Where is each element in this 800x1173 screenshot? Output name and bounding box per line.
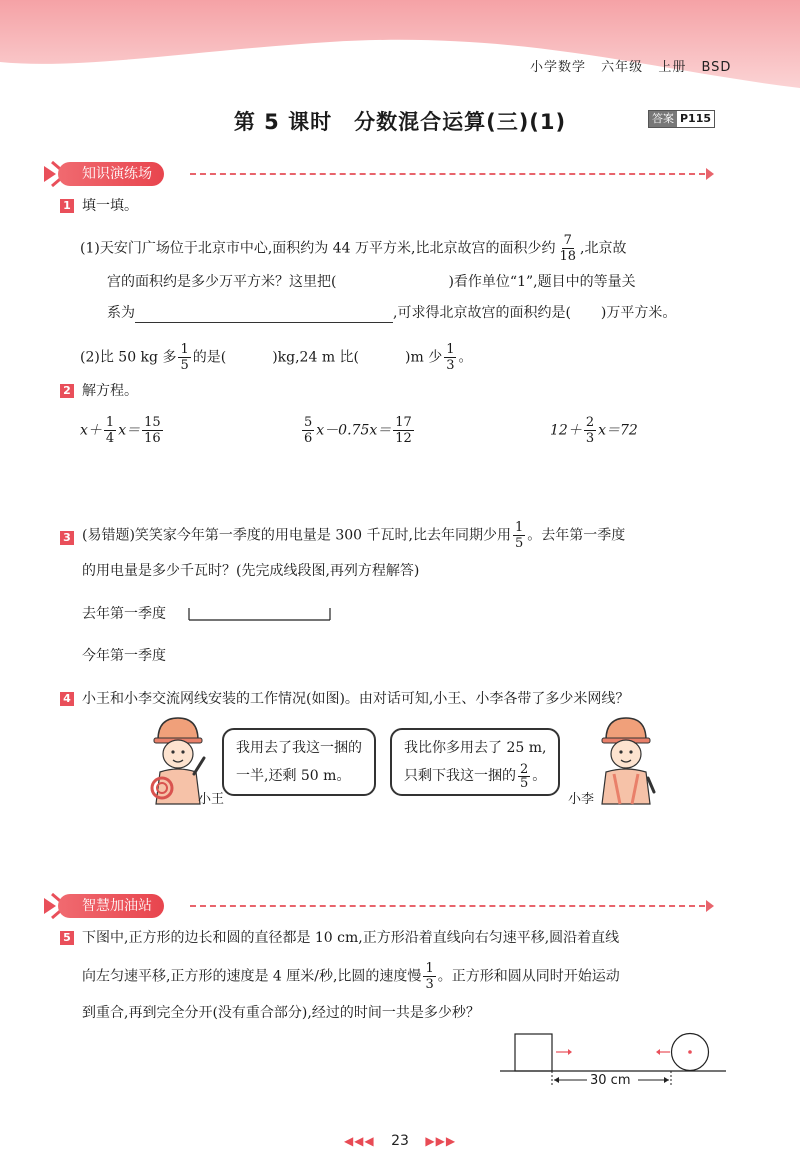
q1-p1-text-e: 系为 [107,305,135,321]
numerator: 1 [425,961,434,976]
q1-part1-line1 [80,233,626,264]
question-number-1: 1 [60,199,74,213]
book-meta [520,56,731,75]
denominator: 4 [105,431,115,446]
prev-page-arrows-icon[interactable]: ◀◀◀ [343,1134,375,1148]
q1-p2-text-a: (2)比 50 kg 多 [80,349,177,366]
numerator: 1 [105,415,115,430]
xiaowang-name: 小王 [198,792,225,807]
page-footer [0,1133,800,1149]
denominator: 5 [515,536,524,551]
edition-label: BSD [701,60,732,75]
q1-p2-text-d: )m 少 [405,349,443,366]
fraction [302,415,314,446]
q5-line2 [82,961,620,992]
fraction [142,415,163,446]
xiaoli-speech-line1: 我比你多用去了 25 m, [404,740,547,756]
section-challenge [40,894,720,918]
q3-text-a: (易错题)笑笑家今年第一季度的用电量是 300 千瓦时,比去年同期少用 [82,527,511,544]
square-shape [515,1034,552,1071]
q4-text: 小王和小李交流网线安装的工作情况(如图)。由对话可知,小王、小李各带了多少米网线？ [82,691,630,707]
q5-line1: 下图中,正方形的边长和圆的直径都是 10 cm,正方形沿着直线向右匀速平移,圆沿着直线 [82,930,620,946]
numerator: 15 [144,415,161,430]
equation-2 [300,415,416,446]
eq1-text-b: x＝ [118,422,141,439]
answer-page: P115 [680,112,712,125]
denominator: 16 [144,431,161,446]
this-year-label: 今年第一季度 [82,648,166,664]
denominator: 6 [304,431,313,446]
fraction [557,233,578,264]
equation-1 [80,415,165,446]
segment-diagram-last-year[interactable] [188,606,332,622]
page-number: 23 [391,1133,409,1149]
subject-label: 小学数学 [530,60,587,75]
q1-p2-text-c: )kg,24 m 比( [272,349,360,366]
section-challenge-title: 智慧加油站 [58,894,164,918]
last-year-label: 去年第一季度 [82,606,166,622]
denominator: 3 [585,431,595,446]
xiaoli-speech-line2 [404,762,546,790]
xiaoli-name: 小李 [568,792,595,807]
q1-part1-line2 [107,272,636,292]
q1-p1-text-a: (1)天安门广场位于北京市中心,面积约为 44 万平方米,比北京故宫的面积少约 [80,240,556,257]
eq3-text-b: x＝72 [598,422,638,439]
q1-p2-text-b: 的是( [192,349,227,366]
denominator: 18 [559,249,576,264]
q1-part2 [80,342,472,373]
q1-p2-text-e: 。 [458,349,473,366]
eq2-text-a: x－0.75x＝ [316,422,392,439]
xiaoli-speech-end: 。 [532,768,547,784]
numerator: 2 [585,415,595,430]
xiaoli-speech-text: 只剩下我这一捆的 [404,768,516,784]
fraction [444,342,456,373]
fraction [513,520,525,551]
answer-label: 答案 [649,111,677,127]
denominator: 5 [520,775,529,791]
q1-p1-text-f: ,可求得北京故宫的面积约是( [393,305,571,321]
denominator: 5 [180,358,189,373]
q5-text-a: 向左匀速平移,正方形的速度是 4 厘米/秒,比圆的速度慢 [82,968,422,985]
distance-label: 30 cm [590,1073,631,1088]
numerator: 5 [304,415,313,430]
numerator: 7 [563,233,572,248]
next-page-arrows-icon[interactable]: ▶▶▶ [425,1134,457,1148]
q1-p1-text-g: )万平方米。 [600,305,677,321]
xiaowang-speech-bubble [222,728,376,796]
section-divider [190,905,705,907]
xiaowang-speech-line2: 一半,还剩 50 m。 [236,768,351,784]
numerator: 1 [180,342,189,357]
q5-text-b: 。正方形和圆从同时开始运动 [437,968,620,985]
q3-line2: 的用电量是多少千瓦时？(先完成线段图,再列方程解答) [82,563,420,579]
question-number-4: 4 [60,692,74,706]
volume-label: 上册 [658,60,687,75]
fraction [584,415,596,446]
q3-text-b: 。去年第一季度 [527,527,626,544]
question-number-3: 3 [60,531,74,545]
header-banner [0,0,800,100]
numerator: 1 [446,342,455,357]
numerator: 17 [395,415,412,430]
divider-arrow-icon [706,168,714,180]
numerator: 2 [520,761,529,777]
lesson-title: 第 5 课时 分数混合运算(三)(1) [233,110,567,134]
xiaowang-speech-line1: 我用去了我这一捆的 [236,740,362,756]
section-divider [190,173,705,175]
q1-part1-line3 [107,303,676,323]
xiaoli-speech-bubble [390,728,560,796]
fraction [518,763,530,790]
fraction [393,415,414,446]
fraction [104,415,116,446]
denominator: 12 [395,431,412,446]
q5-line3: 到重合,再到完全分开(没有重合部分),经过的时间一共是多少秒？ [82,1005,480,1021]
equation-3 [550,415,638,446]
grade-label: 六年级 [601,60,644,75]
numerator: 1 [515,520,524,535]
xiaoli-worker-illustration [594,714,656,806]
q3-line1 [82,520,625,551]
denominator: 3 [425,977,434,992]
q2-title: 解方程。 [82,383,138,399]
fraction [178,342,190,373]
denominator: 3 [446,358,455,373]
eq3-text-a: 12＋ [550,422,582,439]
answer-underline[interactable] [135,308,393,323]
question-number-2: 2 [60,384,74,398]
answer-reference[interactable] [648,110,715,128]
q1-p1-text-b: ,北京故 [580,240,627,257]
q1-title: 填一填。 [82,198,138,214]
fraction [423,961,435,992]
q1-p1-text-d: )看作单位“1”,题目中的等量关 [448,274,636,290]
question-number-5: 5 [60,931,74,945]
eq1-text-a: x＋ [80,422,102,439]
section-practice [40,162,720,186]
q1-p1-text-c: 宫的面积约是多少万平方米？这里把( [107,274,337,290]
divider-arrow-icon [706,900,714,912]
section-practice-title: 知识演练场 [58,162,164,186]
